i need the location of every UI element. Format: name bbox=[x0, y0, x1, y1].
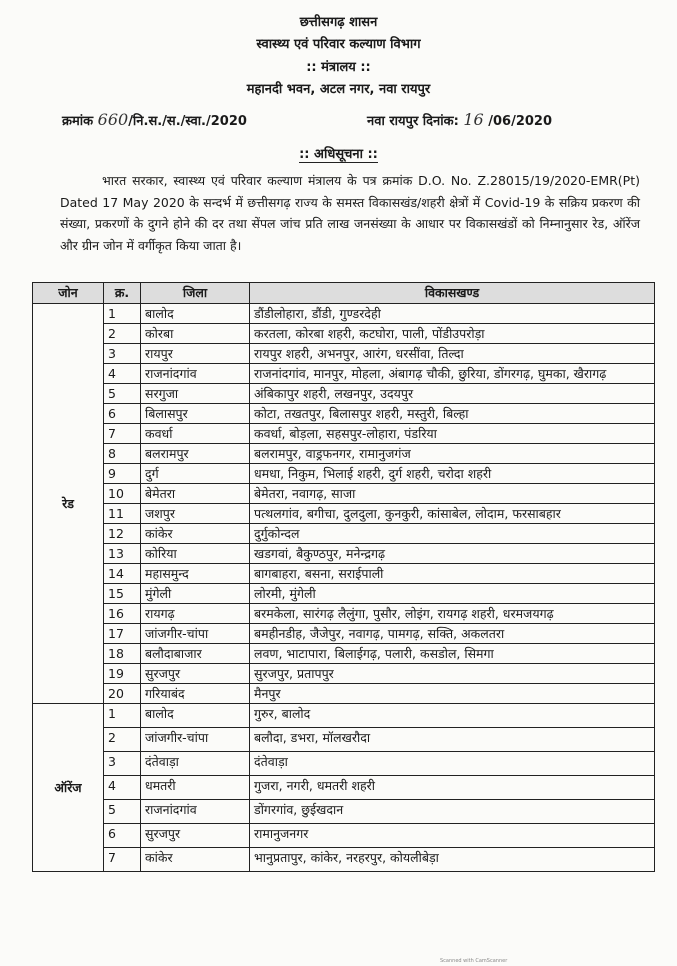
table-row bbox=[33, 344, 655, 364]
district-cell: दुर्ग bbox=[141, 464, 250, 484]
blocks-cell: कवर्धा, बोड़ला, सहसपुर-लोहारा, पंडरिया bbox=[250, 424, 655, 444]
date-label: नवा रायपुर दिनांक: bbox=[367, 114, 459, 129]
serial-cell: 9 bbox=[104, 464, 141, 484]
district-cell: रायपुर bbox=[141, 344, 250, 364]
govt-name: छत्तीसगढ़ शासन bbox=[299, 15, 378, 30]
serial-cell: 13 bbox=[104, 544, 141, 564]
order-number bbox=[62, 110, 247, 129]
table-row bbox=[33, 644, 655, 664]
blocks-cell: बरमकेला, सारंगढ़ लैलुंगा, पुसौर, लोइंग, रायगढ़ शहरी, धरमजयगढ़ bbox=[250, 604, 655, 624]
department-name: स्वास्थ्य एवं परिवार कल्याण विभाग bbox=[256, 37, 421, 52]
district-cell: महासमुन्द bbox=[141, 564, 250, 584]
district-cell: जांजगीर-चांपा bbox=[141, 728, 250, 752]
serial-cell: 19 bbox=[104, 664, 141, 684]
header-blocks: विकासखण्ड bbox=[250, 283, 655, 304]
serial-cell: 3 bbox=[104, 752, 141, 776]
serial-cell: 16 bbox=[104, 604, 141, 624]
zone-table bbox=[32, 282, 655, 872]
blocks-cell: करतला, कोरबा शहरी, कटघोरा, पाली, पोंडीउपरोड़ा bbox=[250, 324, 655, 344]
district-cell: कोरिया bbox=[141, 544, 250, 564]
table-row bbox=[33, 464, 655, 484]
order-prefix: क्रमांक bbox=[62, 114, 94, 129]
table-row bbox=[33, 728, 655, 752]
serial-cell: 8 bbox=[104, 444, 141, 464]
serial-cell: 5 bbox=[104, 800, 141, 824]
table-row bbox=[33, 564, 655, 584]
serial-cell: 10 bbox=[104, 484, 141, 504]
table-row bbox=[33, 404, 655, 424]
table-row bbox=[33, 624, 655, 644]
blocks-cell: सुरजपुर, प्रतापपुर bbox=[250, 664, 655, 684]
blocks-cell: डौंडीलोहारा, डौंडी, गुण्डरदेही bbox=[250, 304, 655, 324]
table-row bbox=[33, 800, 655, 824]
district-cell: मुंगेली bbox=[141, 584, 250, 604]
table-row bbox=[33, 524, 655, 544]
blocks-cell: बलरामपुर, वाड्रफनगर, रामानुजगंज bbox=[250, 444, 655, 464]
ministry-label: :: मंत्रालय :: bbox=[306, 60, 371, 75]
serial-cell: 5 bbox=[104, 384, 141, 404]
table-row bbox=[33, 824, 655, 848]
blocks-cell: बागबाहरा, बसना, सराईपाली bbox=[250, 564, 655, 584]
district-cell: कांकेर bbox=[141, 524, 250, 544]
serial-cell: 20 bbox=[104, 684, 141, 704]
district-cell: राजनांदगांव bbox=[141, 800, 250, 824]
serial-cell: 14 bbox=[104, 564, 141, 584]
order-number-value: 660 bbox=[97, 110, 129, 129]
serial-cell: 7 bbox=[104, 424, 141, 444]
table-row bbox=[33, 364, 655, 384]
blocks-cell: मैनपुर bbox=[250, 684, 655, 704]
serial-cell: 4 bbox=[104, 776, 141, 800]
table-row bbox=[33, 444, 655, 464]
table-row bbox=[33, 848, 655, 872]
address: महानदी भवन, अटल नगर, नवा रायपुर bbox=[246, 82, 431, 97]
district-cell: बिलासपुर bbox=[141, 404, 250, 424]
serial-cell: 15 bbox=[104, 584, 141, 604]
blocks-cell: राजनांदगांव, मानपुर, मोहला, अंबागढ़ चौकी, छुरिया, डोंगरगढ़, घुमका, खैरागढ़ bbox=[250, 364, 655, 384]
serial-cell: 1 bbox=[104, 304, 141, 324]
district-cell: सरगुजा bbox=[141, 384, 250, 404]
scanner-watermark: Scanned with CamScanner bbox=[440, 958, 508, 964]
serial-cell: 7 bbox=[104, 848, 141, 872]
serial-cell: 6 bbox=[104, 824, 141, 848]
district-cell: जांजगीर-चांपा bbox=[141, 624, 250, 644]
district-cell: जशपुर bbox=[141, 504, 250, 524]
serial-cell: 1 bbox=[104, 704, 141, 728]
district-cell: सुरजपुर bbox=[141, 824, 250, 848]
header-district: जिला bbox=[141, 283, 250, 304]
blocks-cell: पत्थलगांव, बगीचा, दुलदुला, कुनकुरी, कांसाबेल, लोदाम, फरसाबहार bbox=[250, 504, 655, 524]
table-row bbox=[33, 604, 655, 624]
notification-title bbox=[0, 144, 677, 162]
blocks-cell: गुजरा, नगरी, धमतरी शहरी bbox=[250, 776, 655, 800]
serial-cell: 4 bbox=[104, 364, 141, 384]
district-cell: बलौदाबाजार bbox=[141, 644, 250, 664]
table-row bbox=[33, 424, 655, 444]
table-row bbox=[33, 664, 655, 684]
serial-cell: 2 bbox=[104, 728, 141, 752]
district-cell: रायगढ़ bbox=[141, 604, 250, 624]
order-suffix: /नि.स./स./स्वा./2020 bbox=[128, 114, 247, 129]
table-row bbox=[33, 704, 655, 728]
district-cell: धमतरी bbox=[141, 776, 250, 800]
table-row bbox=[33, 752, 655, 776]
zone-cell: ऑरेंज bbox=[33, 704, 104, 872]
header-serial: क्र. bbox=[104, 283, 141, 304]
blocks-cell: अंबिकापुर शहरी, लखनपुर, उदयपुर bbox=[250, 384, 655, 404]
notification-body bbox=[60, 170, 640, 256]
serial-cell: 17 bbox=[104, 624, 141, 644]
blocks-cell: दंतेवाड़ा bbox=[250, 752, 655, 776]
blocks-cell: खडगवां, बैकुण्ठपुर, मनेन्द्रगढ़ bbox=[250, 544, 655, 564]
district-cell: कोरबा bbox=[141, 324, 250, 344]
header-zone: जोन bbox=[33, 283, 104, 304]
district-cell: राजनांदगांव bbox=[141, 364, 250, 384]
blocks-cell: गुरुर, बालोद bbox=[250, 704, 655, 728]
table-row bbox=[33, 544, 655, 564]
blocks-cell: कोटा, तखतपुर, बिलासपुर शहरी, मस्तुरी, बिल्हा bbox=[250, 404, 655, 424]
table-row bbox=[33, 776, 655, 800]
table-row bbox=[33, 684, 655, 704]
blocks-cell: डोंगरगांव, छुईखदान bbox=[250, 800, 655, 824]
district-cell: बालोद bbox=[141, 304, 250, 324]
district-cell: गरियाबंद bbox=[141, 684, 250, 704]
blocks-cell: बमहीनडीह, जैजेपुर, नवागढ़, पामगढ़, सक्ति, अकलतरा bbox=[250, 624, 655, 644]
table-row bbox=[33, 324, 655, 344]
table-row bbox=[33, 384, 655, 404]
blocks-cell: रायपुर शहरी, अभनपुर, आरंग, धरसींवा, तिल्दा bbox=[250, 344, 655, 364]
date-day: 16 bbox=[463, 110, 484, 129]
table-row bbox=[33, 304, 655, 324]
table-row bbox=[33, 504, 655, 524]
serial-cell: 12 bbox=[104, 524, 141, 544]
district-cell: बलरामपुर bbox=[141, 444, 250, 464]
district-cell: कवर्धा bbox=[141, 424, 250, 444]
body-text: भारत सरकार, स्वास्थ्य एवं परिवार कल्याण मंत्रालय के पत्र क्रमांक D.O. No. Z.28015/19/2020-EMR(Pt) Dated 17 May 2020 के सन्दर्भ में छत्तीसगढ़ राज्य के समस्त विकासखंड/शहरी क्षेत्रों में Covid-19 के सक्रिय प्रकरण की संख्या, प्रकरणों के दुगने होने की दर तथा सेंपल जांच प्रति लाख जनसंख्या के आधार पर विकासखंडों को निम्नानुसार रेड, ऑरेंज और ग्रीन जोन में वर्गीकृत किया जाता है। bbox=[60, 173, 640, 253]
title-text: :: अधिसूचना :: bbox=[299, 147, 378, 162]
serial-cell: 3 bbox=[104, 344, 141, 364]
blocks-cell: रामानुजनगर bbox=[250, 824, 655, 848]
district-cell: बालोद bbox=[141, 704, 250, 728]
serial-cell: 11 bbox=[104, 504, 141, 524]
blocks-cell: बलौदा, डभरा, मॉलखरौदा bbox=[250, 728, 655, 752]
district-cell: सुरजपुर bbox=[141, 664, 250, 684]
table-row bbox=[33, 584, 655, 604]
blocks-cell: लवण, भाटापारा, बिलाईगढ़, पलारी, कसडोल, सिमगा bbox=[250, 644, 655, 664]
date-month-year: /06/2020 bbox=[488, 114, 553, 129]
blocks-cell: दुर्गुकोन्दल bbox=[250, 524, 655, 544]
order-date bbox=[367, 110, 552, 129]
serial-cell: 2 bbox=[104, 324, 141, 344]
district-cell: बेमेतरा bbox=[141, 484, 250, 504]
blocks-cell: धमधा, निकुम, भिलाई शहरी, दुर्ग शहरी, चरोदा शहरी bbox=[250, 464, 655, 484]
zone-cell: रेड bbox=[33, 304, 104, 704]
serial-cell: 18 bbox=[104, 644, 141, 664]
district-cell: दंतेवाड़ा bbox=[141, 752, 250, 776]
blocks-cell: बेमेतरा, नवागढ़, साजा bbox=[250, 484, 655, 504]
district-cell: कांकेर bbox=[141, 848, 250, 872]
blocks-cell: भानुप्रतापुर, कांकेर, नरहरपुर, कोयलीबेड़ा bbox=[250, 848, 655, 872]
table-row bbox=[33, 484, 655, 504]
serial-cell: 6 bbox=[104, 404, 141, 424]
blocks-cell: लोरमी, मुंगेली bbox=[250, 584, 655, 604]
